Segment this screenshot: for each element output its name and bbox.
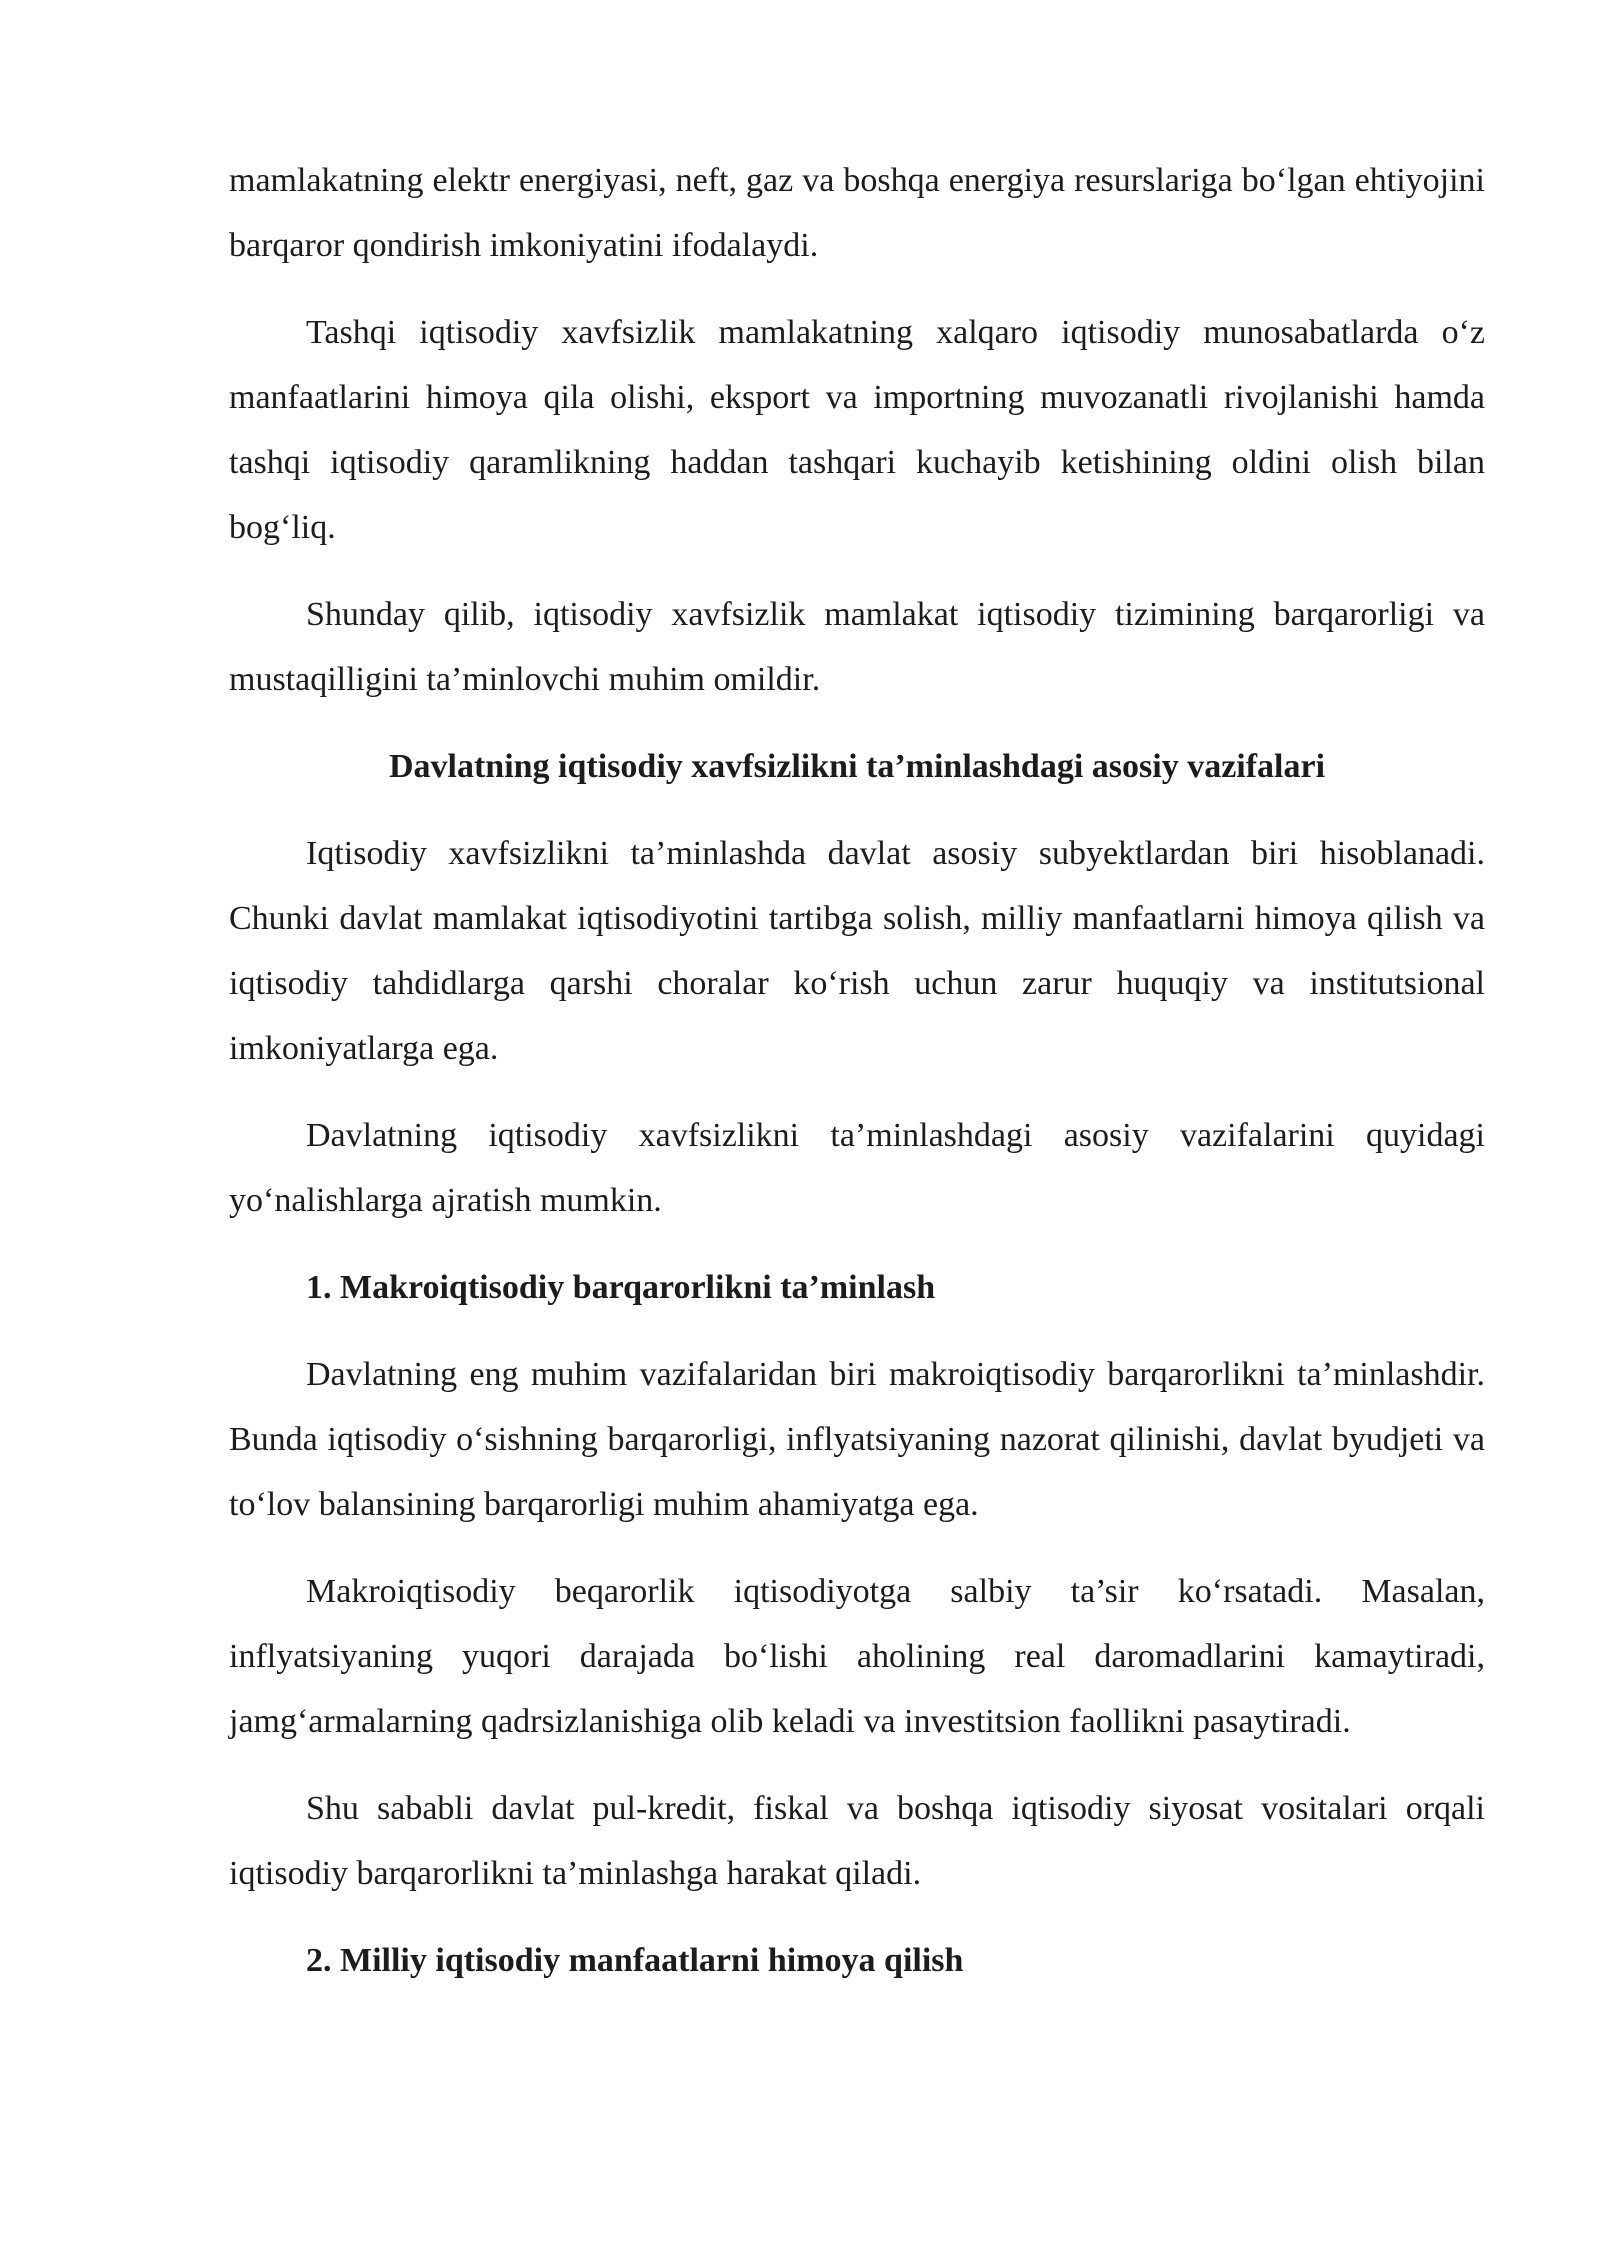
paragraph-macro-stability-task: Davlatning eng muhim vazifalaridan biri makroiqtisodiy barqarorlikni ta’minlashdir. Bunda iqtisodiy o‘sishning barqarorligi, inflyatsiyaning nazorat qilinishi, davlat byudjeti va to‘lov balansining barqarorligi muhim ahamiyatga ega. (229, 1356, 1485, 1523)
subheading-macro-stability: 1. Makroiqtisodiy barqarorlikni ta’minlash (306, 1269, 936, 1306)
paragraph-macro-instability: Makroiqtisodiy beqarorlik iqtisodiyotga salbiy ta’sir ko‘rsatadi. Masalan, inflyatsiyaning yuqori darajada bo‘lishi aholining real daromadlarini kamaytiradi, jamg‘armalarning qadrsizlanishiga olib keladi va investitsion faollikni pasaytiradi. (229, 1573, 1485, 1740)
paragraph-energy-security-continuation: mamlakatning elektr energiyasi, neft, gaz va boshqa energiya resurslariga bo‘lgan ehtiyojini barqaror qondirish imkoniyatini ifodalaydi. (229, 162, 1485, 264)
subheading-national-interests: 2. Milliy iqtisodiy manfaatlarni himoya qilish (306, 1942, 964, 1979)
document-page (229, 148, 1485, 2015)
section-heading-state-tasks: Davlatning iqtisodiy xavfsizlikni ta’minlashdagi asosiy vazifalari (388, 748, 1326, 785)
paragraph-conclusion: Shunday qilib, iqtisodiy xavfsizlik mamlakat iqtisodiy tizimining barqarorligi va mustaqilligini ta’minlovchi muhim omildir. (229, 596, 1485, 698)
paragraph-external-economic-security: Tashqi iqtisodiy xavfsizlik mamlakatning xalqaro iqtisodiy munosabatlarda o‘z manfaatlarini himoya qila olishi, eksport va importning muvozanatli rivojlanishi hamda tashqi iqtisodiy qaramlikning haddan tashqari kuchayib ketishining oldini olish bilan bog‘liq. (229, 314, 1485, 546)
paragraph-policy-tools: Shu sababli davlat pul-kredit, fiskal va boshqa iqtisodiy siyosat vositalari orqali iqtisodiy barqarorlikni ta’minlashga harakat qiladi. (229, 1790, 1485, 1892)
paragraph-state-role: Iqtisodiy xavfsizlikni ta’minlashda davlat asosiy subyektlardan biri hisoblanadi. Chunki davlat mamlakat iqtisodiyotini tartibga solish, milliy manfaatlarni himoya qilish va iqtisodiy tahdidlarga qarshi choralar ko‘rish uchun zarur huquqiy va institutsional imkoniyatlarga ega. (229, 835, 1485, 1067)
paragraph-task-directions: Davlatning iqtisodiy xavfsizlikni ta’minlashdagi asosiy vazifalarini quyidagi yo‘nalishlarga ajratish mumkin. (229, 1117, 1485, 1219)
